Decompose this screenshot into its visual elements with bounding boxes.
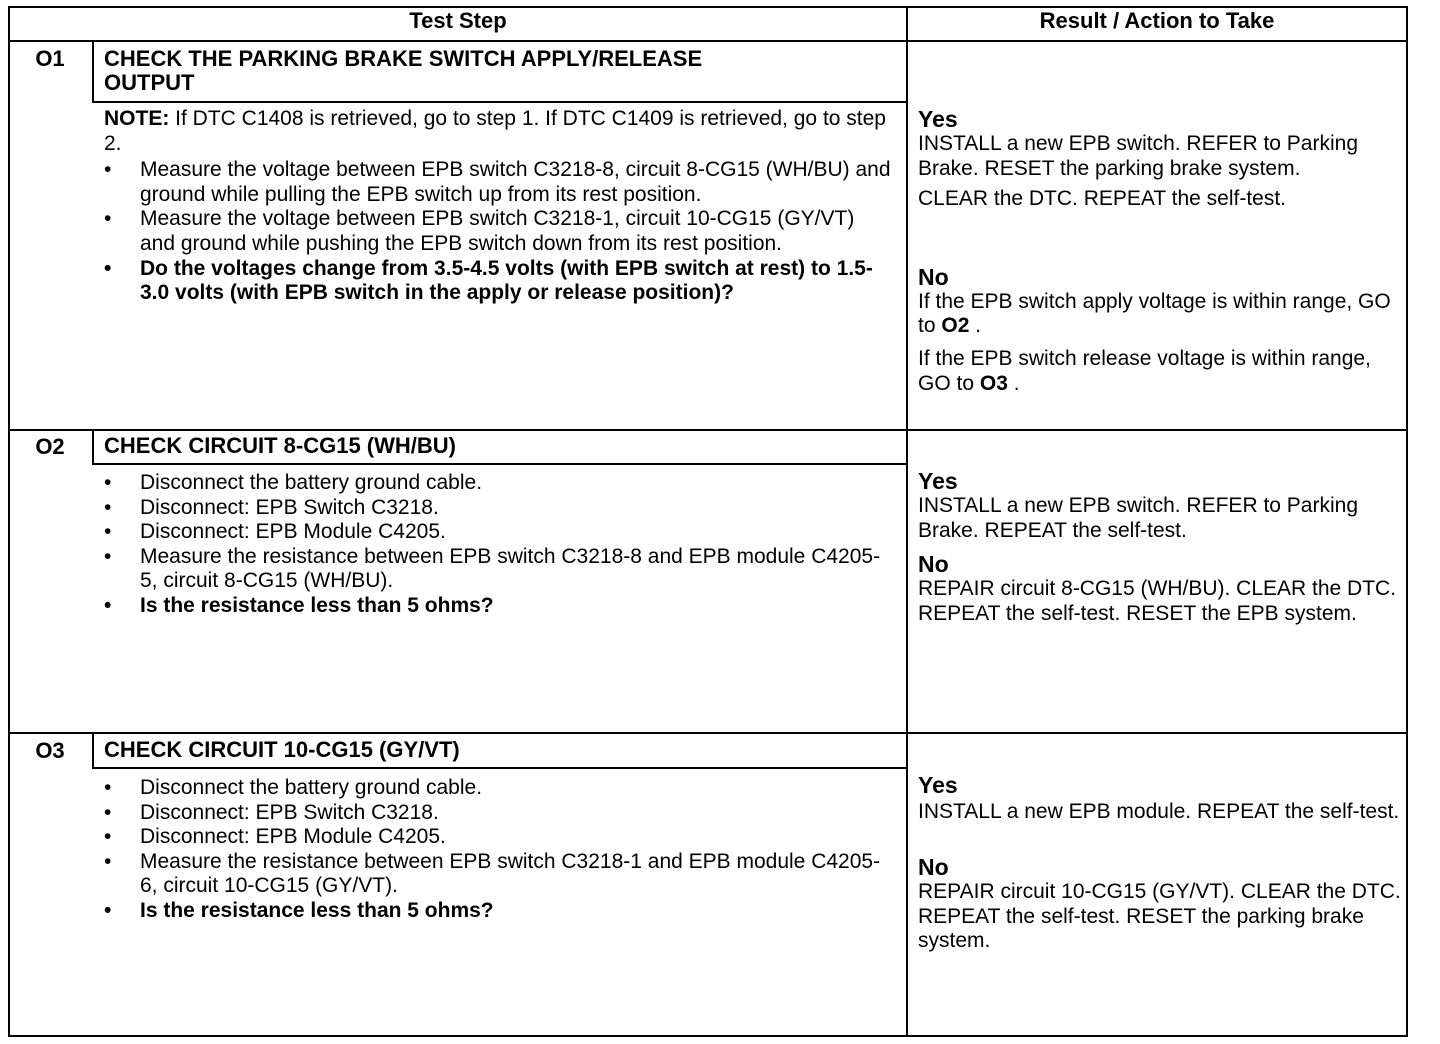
header-result-action: Result / Action to Take	[1039, 8, 1275, 33]
step-body-o2	[104, 469, 894, 619]
yes-label: Yes	[918, 772, 958, 798]
yes-action: INSTALL a new EPB switch. REFER to Parking Brake. REPEAT the self-test.	[918, 494, 1358, 542]
header-test-step: Test Step	[409, 8, 507, 33]
no-action-a-text: If the EPB switch apply voltage is within range, GO to	[918, 289, 1391, 338]
no-action-b-end: .	[1007, 371, 1020, 395]
list-item: • Disconnect: EPB Switch C3218.	[104, 496, 894, 521]
bullet-list	[104, 471, 894, 619]
note-label: NOTE:	[104, 107, 170, 130]
id-divider-o3	[92, 732, 94, 769]
no-action: REPAIR circuit 10-CG15 (GY/VT). CLEAR the DTC. REPEAT the self-test. RESET the parking brake system.	[918, 880, 1401, 953]
step-title-o1	[104, 47, 894, 95]
table-border-bottom	[8, 1035, 1408, 1037]
result-o2	[918, 468, 1402, 626]
yes-label: Yes	[918, 106, 958, 132]
yes-action: INSTALL a new EPB switch. REFER to Parking Brake. RESET the parking brake system.	[918, 132, 1358, 180]
no-label: No	[918, 263, 949, 290]
step-title-o2: CHECK CIRCUIT 8-CG15 (WH/BU)	[104, 433, 456, 458]
no-action-b	[918, 347, 1402, 396]
no-label: No	[918, 854, 949, 880]
step-title-o1-line1: CHECK THE PARKING BRAKE SWITCH APPLY/RELEASE	[104, 46, 703, 71]
title-divider-o3	[92, 767, 907, 769]
list-item: • Disconnect: EPB Module C4205.	[104, 825, 894, 850]
table-border-right	[1406, 6, 1408, 1037]
no-action-a-end: .	[969, 314, 982, 338]
yes-action-2: CLEAR the DTC. REPEAT the self-test.	[918, 187, 1287, 211]
row-divider-o3	[8, 732, 1408, 734]
list-item: • Disconnect: EPB Module C4205.	[104, 520, 894, 545]
result-o1	[918, 106, 1402, 396]
goto-link-o2[interactable]: O2	[941, 314, 970, 338]
note	[104, 107, 894, 156]
goto-link-o3[interactable]: O3	[979, 371, 1008, 395]
step-id-o1: O1	[35, 46, 65, 71]
list-item: • Disconnect the battery ground cable.	[104, 776, 894, 801]
list-item: • Disconnect: EPB Switch C3218.	[104, 801, 894, 826]
table-border-left	[8, 6, 10, 1037]
bullet-list	[104, 158, 894, 306]
list-item-question: • Do the voltages change from 3.5-4.5 volts (with EPB switch at rest) to 1.5-3.0 volts (with EPB switch in the apply or release position)?	[104, 257, 894, 306]
step-title-o1-line2: OUTPUT	[104, 70, 195, 95]
list-item-question: • Is the resistance less than 5 ohms?	[104, 899, 894, 924]
list-item: • Measure the voltage between EPB switch C3218-1, circuit 10-CG15 (GY/VT) and ground while pushing the EPB switch down from its rest position.	[104, 207, 894, 256]
no-action-b-text: If the EPB switch release voltage is within range, GO to	[918, 346, 1371, 395]
no-action: REPAIR circuit 8-CG15 (WH/BU). CLEAR the DTC. REPEAT the self-test. RESET the EPB system.	[918, 577, 1397, 625]
yes-action: INSTALL a new EPB module. REPEAT the self-test.	[918, 800, 1400, 823]
no-action-a	[918, 290, 1402, 339]
step-body-o1	[104, 107, 894, 306]
row-divider-o2	[8, 429, 1408, 431]
step-body-o3	[104, 774, 894, 924]
list-item-question: • Is the resistance less than 5 ohms?	[104, 594, 894, 619]
title-divider-o1	[92, 101, 907, 103]
yes-label: Yes	[918, 468, 958, 494]
result-o3	[918, 772, 1402, 954]
header-divider	[8, 40, 1408, 42]
step-id-o2: O2	[35, 434, 65, 459]
id-divider-o1	[92, 40, 94, 103]
bullet-list	[104, 776, 894, 924]
list-item: • Measure the voltage between EPB switch C3218-8, circuit 8-CG15 (WH/BU) and ground while pulling the EPB switch up from its rest position.	[104, 158, 894, 207]
list-item: • Measure the resistance between EPB switch C3218-1 and EPB module C4205-6, circuit 10-CG15 (GY/VT).	[104, 850, 894, 899]
list-item: • Disconnect the battery ground cable.	[104, 471, 894, 496]
note-text: If DTC C1408 is retrieved, go to step 1. If DTC C1409 is retrieved, go to step 2.	[104, 107, 886, 155]
column-divider	[906, 6, 908, 1037]
list-item: • Measure the resistance between EPB switch C3218-8 and EPB module C4205-5, circuit 8-CG15 (WH/BU).	[104, 545, 894, 594]
step-title-o3: CHECK CIRCUIT 10-CG15 (GY/VT)	[104, 737, 460, 762]
id-divider-o2	[92, 429, 94, 465]
no-label: No	[918, 551, 949, 578]
title-divider-o2	[92, 463, 907, 465]
step-id-o3: O3	[35, 738, 65, 763]
